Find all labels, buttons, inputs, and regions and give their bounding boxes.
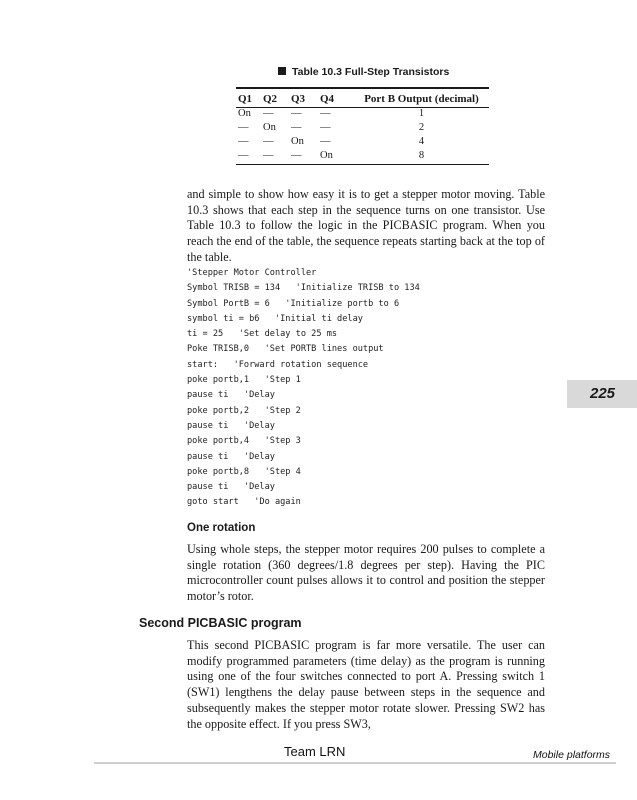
footer-section-title: Mobile platforms [533,749,611,761]
table-header-cell: Port B Output (decimal) [364,93,479,105]
table-header-cell: Q1 [238,93,253,105]
table-cell: 8 [418,150,425,161]
square-bullet-icon [278,67,286,75]
footer-team: Team LRN [284,744,346,759]
code-line: poke portb,8 'Step 4 [187,466,301,477]
table-cell: — [238,136,249,147]
table-cell: — [263,136,274,147]
code-line: pause ti 'Delay [187,451,275,462]
rotation-paragraph: Using whole steps, the stepper motor requires 200 pulses to complete a single rotation (360 degrees/1.8 degrees per step). Having the PIC microcontroller count pulses allows it to control and position the stepper motor’s rotor. [187,542,545,604]
table-cell: — [263,150,274,161]
table-cell: — [291,108,302,119]
section-heading: Second PICBASIC program [139,616,302,630]
code-line: pause ti 'Delay [187,482,275,493]
code-line: pause ti 'Delay [187,420,275,431]
table-cell: On [320,150,333,161]
code-line: 'Stepper Motor Controller [187,268,317,278]
code-line: poke portb,1 'Step 1 [187,375,301,386]
table-row [236,136,489,150]
code-line: poke portb,4 'Step 3 [187,436,301,447]
code-line: start: 'Forward rotation sequence [187,359,369,370]
code-line: Symbol PortB = 6 'Initialize portb to 6 [187,298,400,309]
table-cell: On [263,122,276,133]
table-cell: — [291,150,302,161]
table-cell: 4 [418,136,425,147]
code-listing [187,266,420,511]
table-cell: — [238,150,249,161]
table-cell: — [320,122,331,133]
code-line: symbol ti = b6 'Initial ti delay [187,313,363,324]
code-line: Symbol TRISB = 134 'Initialize TRISB to 134 [187,283,420,294]
page-number: 225 [590,385,616,402]
table-header-cell: Q2 [263,93,278,105]
table-cell: — [263,108,274,119]
footer-rule [94,762,616,764]
table-row [236,150,489,164]
intro-paragraph: and simple to show how easy it is to get a stepper motor moving. Table 10.3 shows that each step in the sequence turns on one transistor. Use Table 10.3 to follow the logic in the PICBASIC program. When you reach the end of the table, the sequence repeats starting back at the top of the table. [187,187,545,264]
table-header-cell: Q4 [320,93,335,105]
code-line: pause ti 'Delay [187,390,275,401]
table-bottom-rule [236,164,489,165]
table-cell: — [291,122,302,133]
table-cell: 1 [418,108,425,119]
subheading-one-rotation: One rotation [187,522,256,534]
table-row [236,122,489,136]
table-cell: On [291,136,304,147]
code-line: goto start 'Do again [187,497,301,508]
table-header-row [236,93,489,107]
table-row [236,108,489,122]
code-line: Poke TRISB,0 'Set PORTB lines output [187,344,384,355]
code-line: poke portb,2 'Step 2 [187,405,301,416]
table-cell: — [238,122,249,133]
table-cell: — [320,136,331,147]
second-program-paragraph: This second PICBASIC program is far more versatile. The user can modify programmed parameters (time delay) as the program is running using one of the four switches connected to port A. Pressing switch 1 (SW1) lengthens the delay pause between steps in the sequence and subsequently makes the stepper motor rotate slower. Pressing SW2 has the opposite effect. If you press SW3, [187,638,545,731]
code-line: ti = 25 'Set delay to 25 ms [187,329,338,340]
table-header-cell: Q3 [291,93,306,105]
full-step-table [236,89,489,169]
table-header-rule [236,107,489,108]
table-cell: On [238,108,251,119]
table-caption-text: Table 10.3 Full-Step Transistors [292,66,450,78]
table-caption [278,66,449,78]
table-cell: — [320,108,331,119]
table-cell: 2 [418,122,425,133]
